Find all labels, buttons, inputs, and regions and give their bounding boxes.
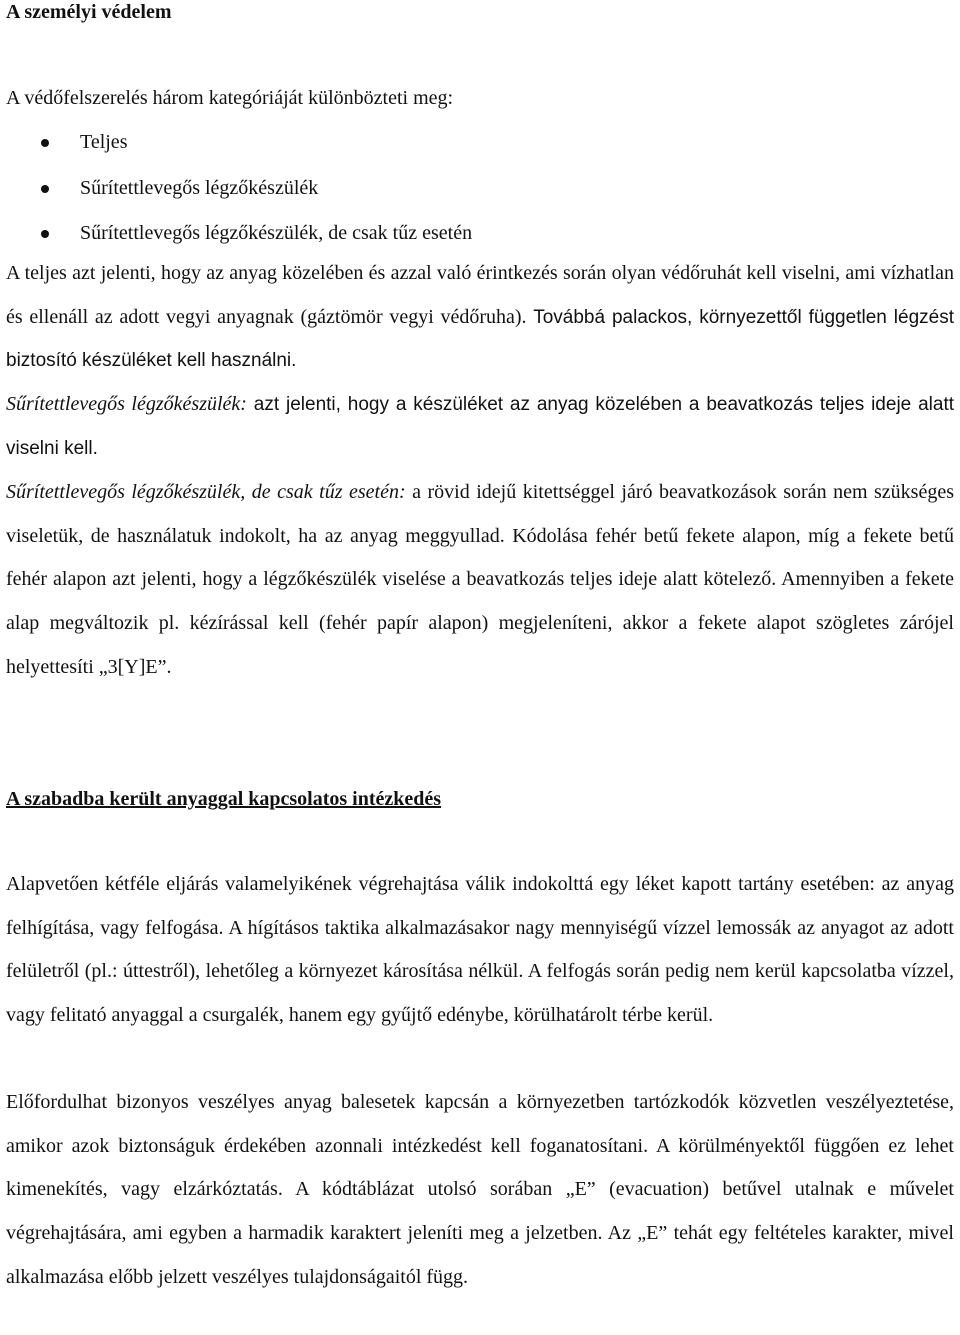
scba-fire-term: Sűrítettlevegős légzőkészülék, de csak tűz esetén: (6, 481, 406, 503)
full-protection-paragraph (6, 252, 954, 383)
section-title-release-measures: A szabadba került anyaggal kapcsolatos intézkedés (6, 788, 442, 810)
evacuation-paragraph: Előfordulhat bizonyos veszélyes anyag balesetek kapcsán a környezetben tartózkodók közvetlen veszélyeztetése, amikor azok biztonságuk érdekében azonnali intézkedést kell foganatosítani. A körülményektől függően ez lehet kimenekítés, vagy elzárkóztatás. A kódtáblázat utolsó sorában „E” (evacuation) betűvel utalnak e művelet végrehajtására, ami egyben a harmadik karaktert jeleníti meg a jelzetben. Az „E” tehát egy feltételes karakter, mivel alkalmazása előbb jelzett veszélyes tulajdonságaitól függ. (6, 1091, 954, 1288)
intro-paragraph: A védőfelszerelés három kategóriáját különbözteti meg: (6, 87, 454, 109)
scba-definition: azt jelenti, hogy a készüléket az anyag közelében a beavatkozás teljes ideje alatt viselni kell. (6, 394, 954, 459)
section-title-personal-protection: A személyi védelem (6, 1, 172, 23)
list-item-text: Sűrítettlevegős légzőkészülék, de csak tűz esetén (80, 222, 473, 244)
scba-fire-paragraph (6, 471, 954, 690)
scba-term: Sűrítettlevegős légzőkészülék: (6, 393, 247, 415)
list-item-text: Teljes (80, 131, 128, 153)
list-item-text: Sűrítettlevegős légzőkészülék (80, 176, 319, 199)
breathing-apparatus-text: Továbbá palackos, környezettől független légzést biztosító készüléket kell használni. (6, 306, 954, 372)
dilution-paragraph: Alapvetően kétféle eljárás valamelyikének végrehajtása válik indokolttá egy léket kapott tartány esetében: az anyag felhígítása, vagy felfogása. A hígításos taktika alkalmazásakor nagy mennyiségű vízzel lemossák az anyagot az adott felületről (pl.: úttestről), lehetőleg a környezet károsítása nélkül. A felfogás során pedig nem kerül kapcsolatba vízzel, vagy felitató anyaggal a csurgalék, hanem egy gyűjtő edénybe, körülhatárolt térbe kerül. (6, 873, 954, 1027)
bullet-icon (41, 139, 49, 147)
bullet-icon (41, 230, 49, 238)
list-item (0, 120, 472, 166)
list-item (0, 166, 472, 212)
bullet-icon (41, 185, 49, 193)
list-item (0, 211, 472, 257)
scba-paragraph (6, 383, 954, 470)
scba-fire-definition: a rövid idejű kitettséggel járó beavatkozások során nem szükséges viseletük, de használatuk indokolt, ha az anyag meggyullad. Kódolása fehér betű fekete alapon, míg a fekete betű fehér alapon azt jelenti, hogy a légzőkészülék viselése a beavatkozás teljes ideje alatt kötelező. Amennyiben a fekete alap megváltozik pl. kézírással kell (fehér papír alapon) megjeleníteni, akkor a fekete alapot szögletes zárójel helyettesíti „3[Y]E”. (6, 481, 954, 678)
protection-category-list (0, 120, 472, 257)
full-protection-text: A teljes azt jelenti, hogy az anyag közelében és azzal való érintkezés során olyan védőruhát kell viselni, ami vízhatlan és ellenáll az adott vegyi anyagnak (gáztömör vegyi védőruha). (6, 262, 954, 328)
